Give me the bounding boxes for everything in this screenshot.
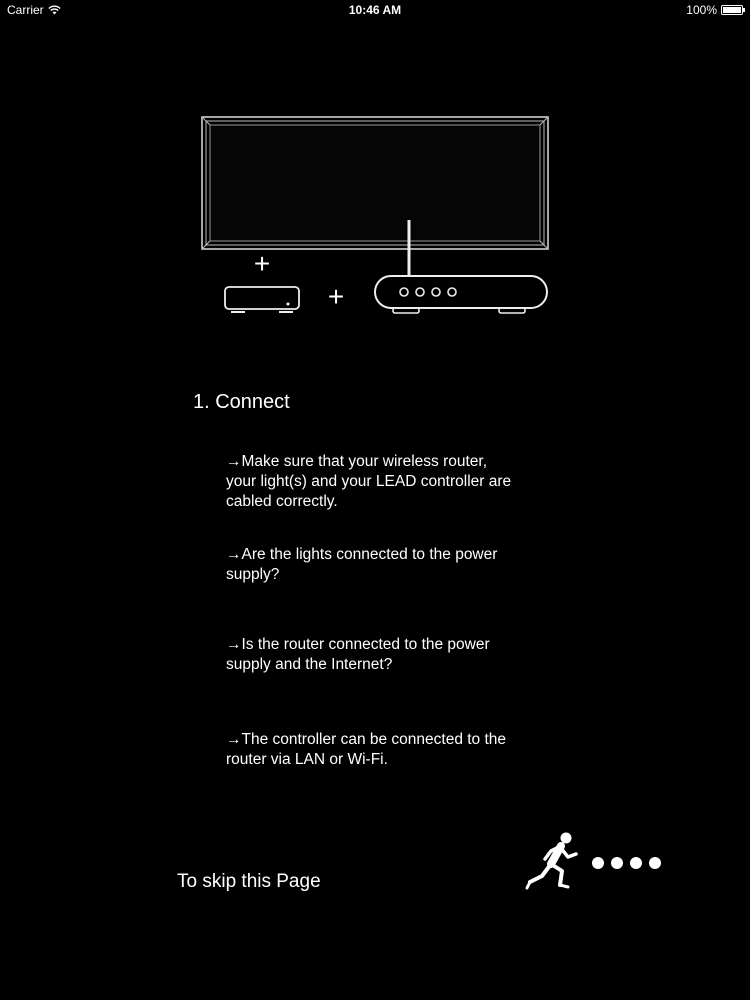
skip-page-label: To skip this Page <box>177 871 321 892</box>
info-paragraph-cabling <box>226 452 566 512</box>
controller-box-icon <box>225 287 299 312</box>
battery-percent: 100% <box>686 3 717 17</box>
info-line: your light(s) and your LEAD controller are <box>226 473 512 490</box>
info-line: →Make sure that your wireless router, <box>226 453 488 470</box>
status-bar <box>0 0 750 22</box>
info-line: →The controller can be connected to the <box>226 731 507 748</box>
info-line: supply and the Internet? <box>226 656 393 673</box>
info-line: →Is the router connected to the power <box>226 636 490 653</box>
battery-group <box>686 3 743 17</box>
dot <box>611 857 623 869</box>
info-paragraph-router-power <box>226 635 566 675</box>
dot <box>649 857 661 869</box>
info-line: →Are the lights connected to the power <box>226 546 498 563</box>
setup-illustration <box>195 110 555 320</box>
more-dots-icon <box>592 857 661 869</box>
plus-sign-1: + <box>253 248 271 279</box>
info-paragraph-lights-power <box>226 545 566 585</box>
status-time: 10:46 AM <box>348 3 402 17</box>
runner-icon <box>524 830 588 894</box>
info-line: supply? <box>226 566 280 583</box>
carrier-label: Carrier <box>7 3 44 17</box>
info-line: router via LAN or Wi-Fi. <box>226 751 388 768</box>
skip-page-button[interactable] <box>524 830 674 894</box>
battery-icon <box>721 5 743 15</box>
plus-sign-2: + <box>327 281 345 312</box>
info-line: cabled correctly. <box>226 493 338 510</box>
info-paragraph-controller-connection <box>226 730 566 770</box>
dot <box>630 857 642 869</box>
dot <box>592 857 604 869</box>
step-title: 1. Connect <box>193 391 290 413</box>
light-panel-icon <box>202 117 548 249</box>
